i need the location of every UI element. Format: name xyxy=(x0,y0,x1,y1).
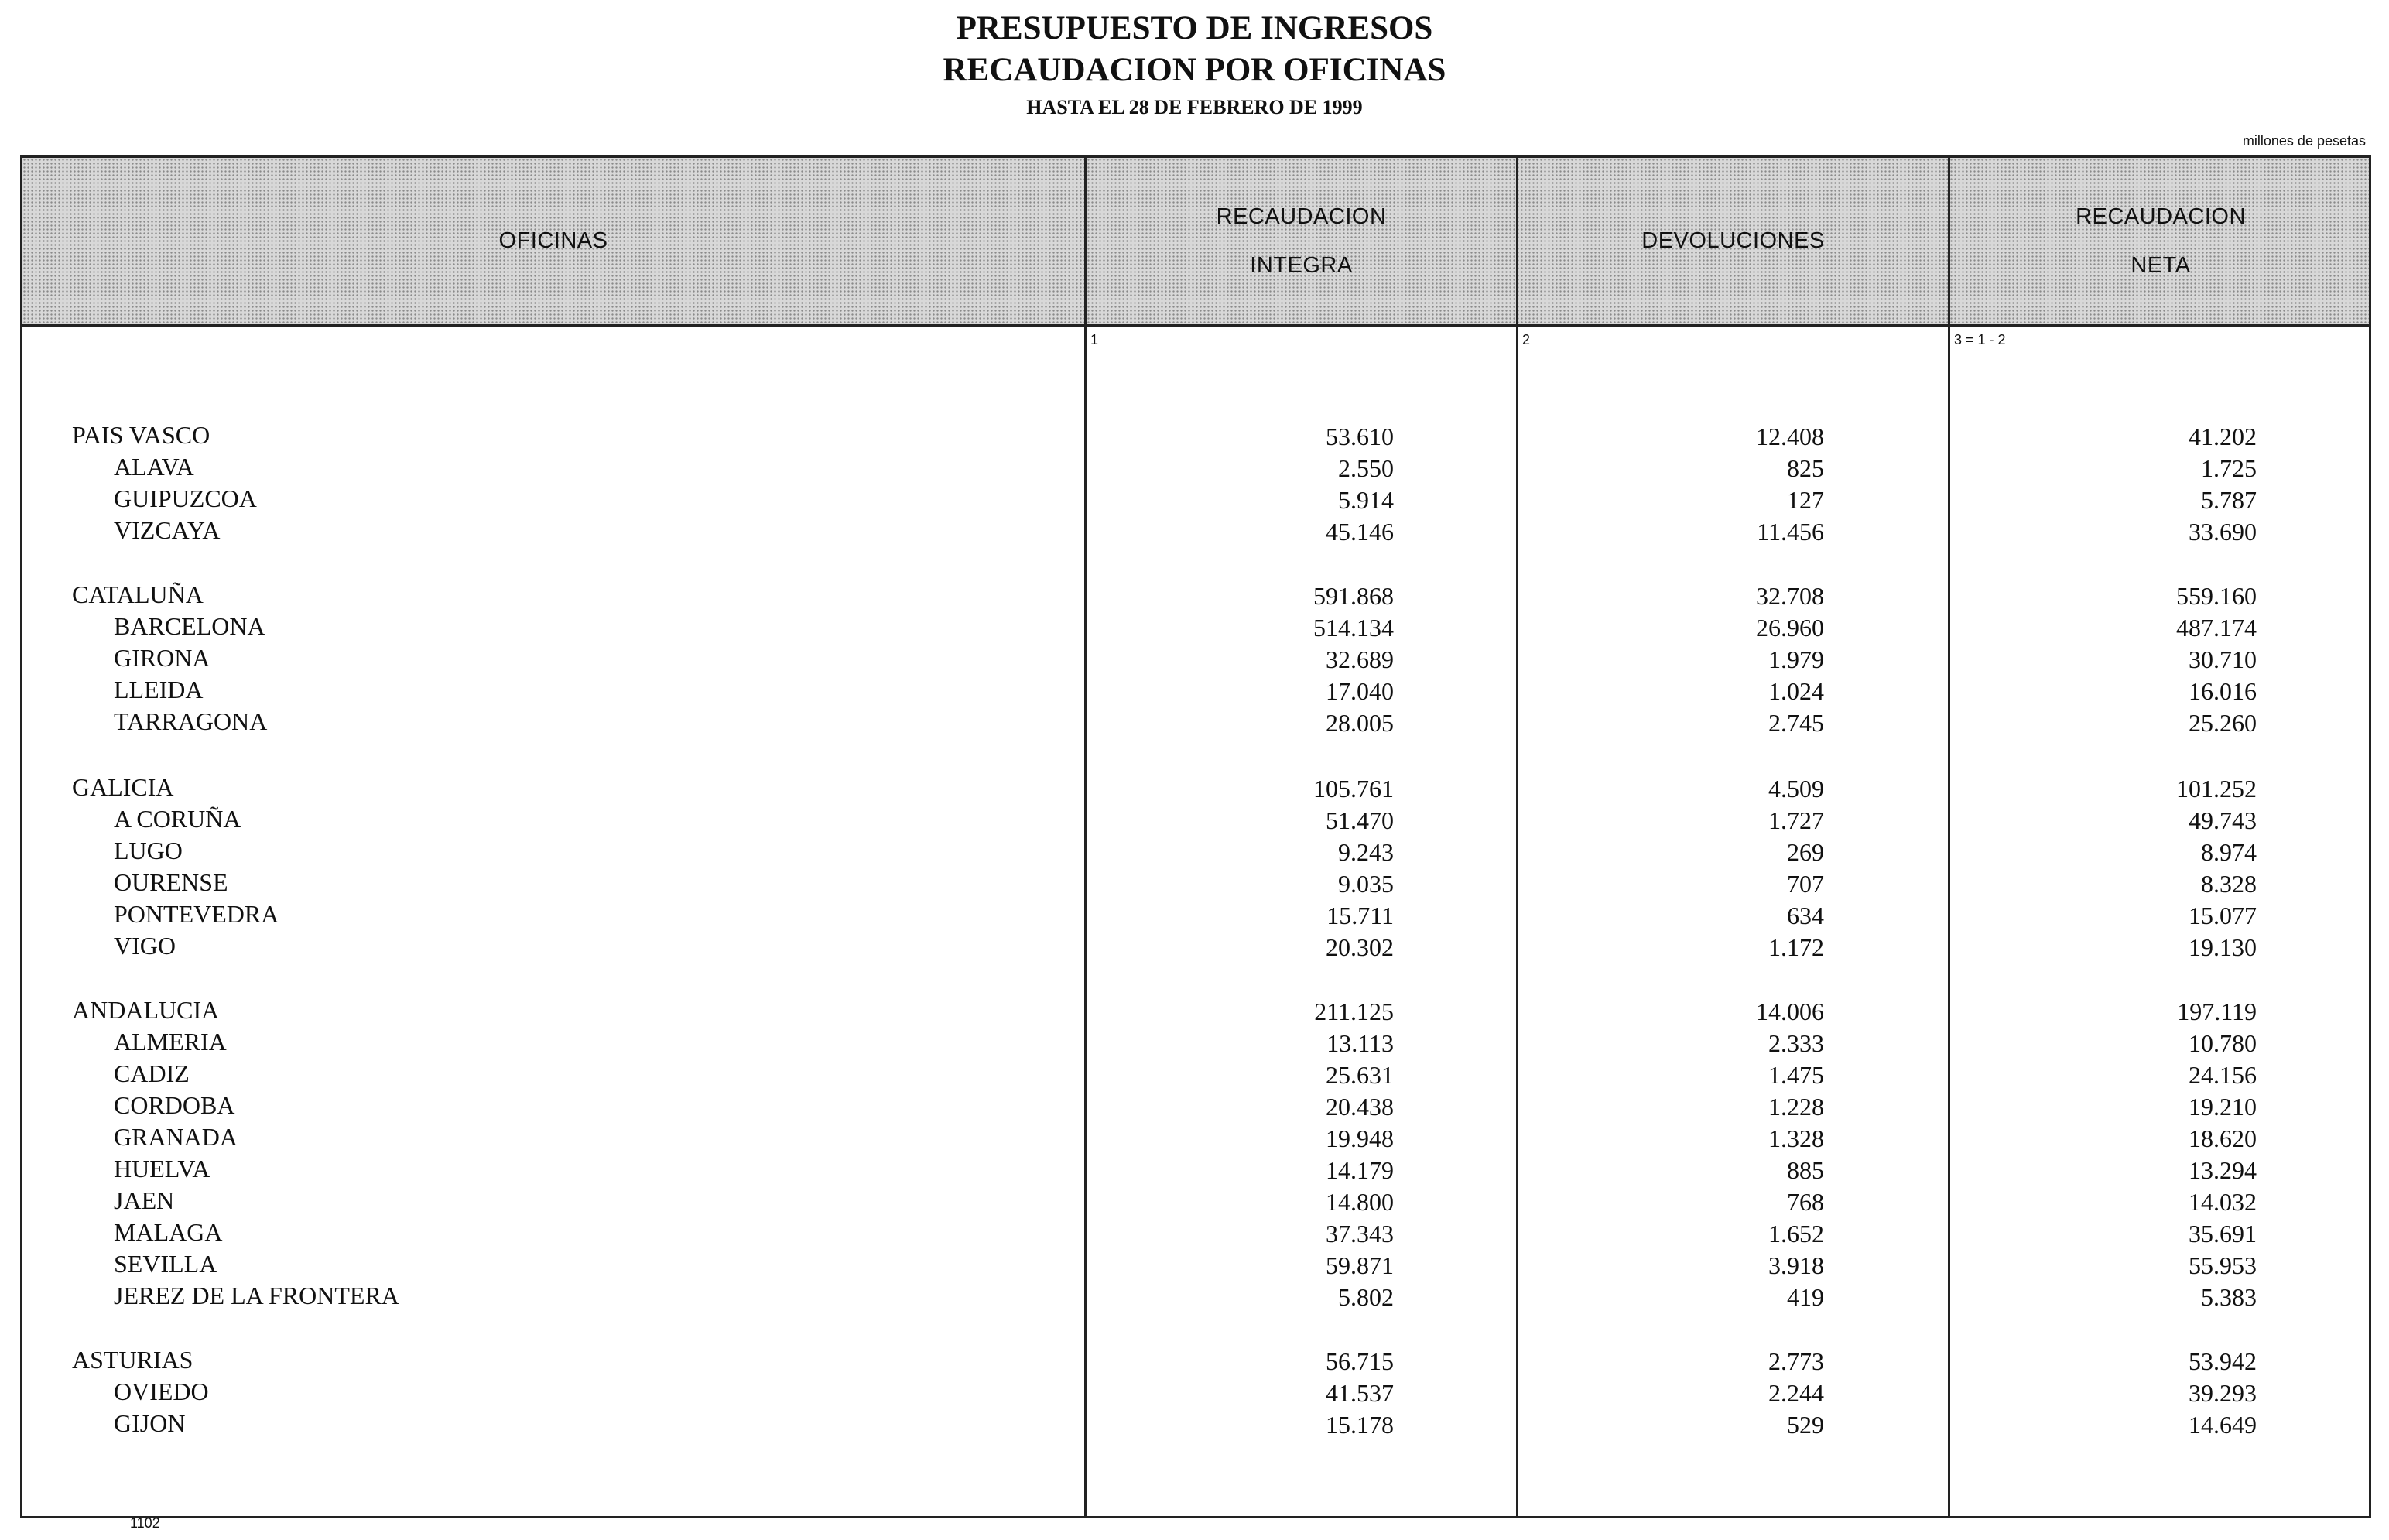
devoluciones-value: 32.708 xyxy=(1756,582,1824,610)
recaudacion-integra-value: 53.610 xyxy=(1326,423,1394,450)
devoluciones-value: 1.228 xyxy=(1768,1093,1824,1121)
table-row xyxy=(22,612,2369,643)
devoluciones-value: 885 xyxy=(1787,1156,1824,1184)
document-subtitle: RECAUDACION POR OFICINAS xyxy=(943,52,1446,88)
table-row xyxy=(22,644,2369,675)
column-number-3: 3 = 1 - 2 xyxy=(1954,332,2006,347)
header-oficinas-label: OFICINAS xyxy=(498,228,608,253)
office-name: PONTEVEDRA xyxy=(114,900,279,928)
header-integra-line1: RECAUDACION xyxy=(1216,204,1387,229)
table-row xyxy=(22,1250,2369,1281)
recaudacion-neta-value: 13.294 xyxy=(2189,1156,2257,1184)
devoluciones-value: 3.918 xyxy=(1768,1251,1824,1279)
table-row xyxy=(22,1377,2369,1408)
recaudacion-integra-value: 2.550 xyxy=(1338,454,1394,482)
recaudacion-neta-value: 24.156 xyxy=(2189,1061,2257,1089)
devoluciones-value: 707 xyxy=(1787,870,1824,898)
document-date-range: HASTA EL 28 DE FEBRERO DE 1999 xyxy=(1026,96,1363,118)
recaudacion-neta-value: 55.953 xyxy=(2189,1251,2257,1279)
recaudacion-neta-value: 5.787 xyxy=(2201,486,2257,514)
table-row xyxy=(22,1059,2369,1090)
devoluciones-value: 419 xyxy=(1787,1283,1824,1311)
recaudacion-integra-value: 13.113 xyxy=(1326,1029,1394,1057)
recaudacion-integra-value: 591.868 xyxy=(1313,582,1394,610)
header-oficinas xyxy=(22,158,1084,324)
table-row xyxy=(22,676,2369,707)
office-name: VIGO xyxy=(114,932,176,960)
revenue-table xyxy=(20,155,2371,1518)
recaudacion-integra-value: 211.125 xyxy=(1314,998,1394,1025)
table-row xyxy=(22,1186,2369,1217)
recaudacion-neta-value: 30.710 xyxy=(2189,645,2257,673)
header-neta-line2: NETA xyxy=(2131,252,2191,278)
table-row xyxy=(22,805,2369,836)
office-name: TARRAGONA xyxy=(114,707,268,735)
office-name: JEREZ DE LA FRONTERA xyxy=(114,1282,399,1309)
recaudacion-integra-value: 105.761 xyxy=(1313,775,1394,803)
recaudacion-integra-value: 56.715 xyxy=(1326,1347,1394,1375)
table-row xyxy=(22,1409,2369,1440)
page-number: 1102 xyxy=(130,1515,160,1531)
recaudacion-integra-value: 15.711 xyxy=(1326,902,1394,929)
recaudacion-neta-value: 10.780 xyxy=(2189,1029,2257,1057)
devoluciones-value: 2.745 xyxy=(1768,709,1824,737)
devoluciones-value: 269 xyxy=(1787,838,1824,866)
office-name: HUELVA xyxy=(114,1155,210,1182)
recaudacion-neta-value: 41.202 xyxy=(2189,423,2257,450)
table-row-region xyxy=(22,1346,2369,1377)
devoluciones-value: 529 xyxy=(1787,1411,1824,1439)
recaudacion-neta-value: 25.260 xyxy=(2189,709,2257,737)
recaudacion-integra-value: 17.040 xyxy=(1326,677,1394,705)
recaudacion-neta-value: 39.293 xyxy=(2189,1379,2257,1407)
table-row-region xyxy=(22,996,2369,1027)
column-number-1: 1 xyxy=(1090,332,1099,347)
devoluciones-value: 11.456 xyxy=(1757,518,1824,546)
table-row xyxy=(22,1282,2369,1312)
recaudacion-integra-value: 59.871 xyxy=(1326,1251,1394,1279)
recaudacion-neta-value: 14.032 xyxy=(2189,1188,2257,1216)
recaudacion-integra-value: 9.243 xyxy=(1338,838,1394,866)
recaudacion-integra-value: 20.438 xyxy=(1326,1093,1394,1121)
header-neta-line1: RECAUDACION xyxy=(2076,204,2246,229)
recaudacion-integra-value: 20.302 xyxy=(1326,933,1394,961)
recaudacion-neta-value: 101.252 xyxy=(2176,775,2257,803)
recaudacion-integra-value: 9.035 xyxy=(1338,870,1394,898)
recaudacion-neta-value: 16.016 xyxy=(2189,677,2257,705)
table-row xyxy=(22,453,2369,484)
region-name: ANDALUCIA xyxy=(72,996,220,1024)
office-name: LLEIDA xyxy=(114,676,204,703)
office-name: A CORUÑA xyxy=(114,805,241,833)
units-note: millones de pesetas xyxy=(2242,133,2366,149)
recaudacion-integra-value: 25.631 xyxy=(1326,1061,1394,1089)
office-name: OVIEDO xyxy=(114,1377,209,1405)
table-row xyxy=(22,707,2369,738)
devoluciones-value: 1.328 xyxy=(1768,1124,1824,1152)
document-title: PRESUPUESTO DE INGRESOS xyxy=(956,10,1433,46)
header-integra-line2: INTEGRA xyxy=(1250,252,1353,278)
table-row xyxy=(22,932,2369,963)
table-row xyxy=(22,1155,2369,1186)
table-row xyxy=(22,1028,2369,1059)
office-name: JAEN xyxy=(114,1186,175,1214)
devoluciones-value: 26.960 xyxy=(1756,614,1824,642)
header-devoluciones xyxy=(1518,158,1948,324)
devoluciones-value: 14.006 xyxy=(1756,998,1824,1025)
devoluciones-value: 2.333 xyxy=(1768,1029,1824,1057)
office-name: OURENSE xyxy=(114,868,228,896)
devoluciones-value: 1.727 xyxy=(1768,806,1824,834)
recaudacion-neta-value: 19.210 xyxy=(2189,1093,2257,1121)
recaudacion-integra-value: 5.802 xyxy=(1338,1283,1394,1311)
office-name: LUGO xyxy=(114,837,183,864)
recaudacion-integra-value: 41.537 xyxy=(1326,1379,1394,1407)
recaudacion-integra-value: 32.689 xyxy=(1326,645,1394,673)
office-name: GUIPUZCOA xyxy=(114,484,257,512)
recaudacion-neta-value: 33.690 xyxy=(2189,518,2257,546)
recaudacion-integra-value: 15.178 xyxy=(1326,1411,1394,1439)
recaudacion-integra-value: 28.005 xyxy=(1326,709,1394,737)
table-row-region xyxy=(22,773,2369,804)
recaudacion-neta-value: 1.725 xyxy=(2201,454,2257,482)
table-row xyxy=(22,900,2369,931)
table-row-region xyxy=(22,580,2369,611)
recaudacion-neta-value: 197.119 xyxy=(2177,998,2257,1025)
table-row xyxy=(22,1218,2369,1249)
devoluciones-value: 634 xyxy=(1787,902,1824,929)
office-name: CADIZ xyxy=(114,1059,190,1087)
devoluciones-value: 2.244 xyxy=(1768,1379,1824,1407)
office-name: ALMERIA xyxy=(114,1028,227,1056)
recaudacion-neta-value: 5.383 xyxy=(2201,1283,2257,1311)
table-row-region xyxy=(22,421,2369,452)
office-name: SEVILLA xyxy=(114,1250,217,1278)
office-name: CORDOBA xyxy=(114,1091,235,1119)
devoluciones-value: 1.652 xyxy=(1768,1220,1824,1247)
recaudacion-integra-value: 14.179 xyxy=(1326,1156,1394,1184)
devoluciones-value: 12.408 xyxy=(1756,423,1824,450)
devoluciones-value: 768 xyxy=(1787,1188,1824,1216)
office-name: MALAGA xyxy=(114,1218,223,1246)
recaudacion-neta-value: 35.691 xyxy=(2189,1220,2257,1247)
recaudacion-integra-value: 45.146 xyxy=(1326,518,1394,546)
office-name: VIZCAYA xyxy=(114,516,221,544)
recaudacion-neta-value: 53.942 xyxy=(2189,1347,2257,1375)
office-name: GIRONA xyxy=(114,644,210,672)
devoluciones-value: 1.475 xyxy=(1768,1061,1824,1089)
recaudacion-neta-value: 8.328 xyxy=(2201,870,2257,898)
office-name: GIJON xyxy=(114,1409,186,1437)
recaudacion-integra-value: 14.800 xyxy=(1326,1188,1394,1216)
recaudacion-integra-value: 514.134 xyxy=(1313,614,1394,642)
recaudacion-integra-value: 51.470 xyxy=(1326,806,1394,834)
recaudacion-neta-value: 18.620 xyxy=(2189,1124,2257,1152)
region-name: GALICIA xyxy=(72,773,174,801)
header-devoluciones-label: DEVOLUCIONES xyxy=(1641,228,1825,253)
devoluciones-value: 1.979 xyxy=(1768,645,1824,673)
devoluciones-value: 127 xyxy=(1787,486,1824,514)
recaudacion-integra-value: 37.343 xyxy=(1326,1220,1394,1247)
office-name: BARCELONA xyxy=(114,612,265,640)
header-recaudacion-integra xyxy=(1087,158,1516,324)
devoluciones-value: 1.172 xyxy=(1768,933,1824,961)
devoluciones-value: 4.509 xyxy=(1768,775,1824,803)
table-row xyxy=(22,837,2369,868)
recaudacion-integra-value: 19.948 xyxy=(1326,1124,1394,1152)
office-name: GRANADA xyxy=(114,1123,238,1151)
column-number-2: 2 xyxy=(1522,332,1531,347)
table-row xyxy=(22,1123,2369,1154)
table-row xyxy=(22,516,2369,547)
region-name: ASTURIAS xyxy=(72,1346,193,1374)
recaudacion-neta-value: 19.130 xyxy=(2189,933,2257,961)
recaudacion-neta-value: 15.077 xyxy=(2189,902,2257,929)
office-name: ALAVA xyxy=(114,453,194,481)
region-name: PAIS VASCO xyxy=(72,421,210,449)
table-row xyxy=(22,484,2369,515)
recaudacion-neta-value: 14.649 xyxy=(2189,1411,2257,1439)
recaudacion-integra-value: 5.914 xyxy=(1338,486,1394,514)
devoluciones-value: 2.773 xyxy=(1768,1347,1824,1375)
devoluciones-value: 825 xyxy=(1787,454,1824,482)
recaudacion-neta-value: 487.174 xyxy=(2176,614,2257,642)
table-row xyxy=(22,1091,2369,1122)
devoluciones-value: 1.024 xyxy=(1768,677,1824,705)
recaudacion-neta-value: 8.974 xyxy=(2201,838,2257,866)
header-recaudacion-neta xyxy=(1950,158,2371,324)
recaudacion-neta-value: 49.743 xyxy=(2189,806,2257,834)
table-row xyxy=(22,868,2369,899)
recaudacion-neta-value: 559.160 xyxy=(2176,582,2257,610)
region-name: CATALUÑA xyxy=(72,580,204,608)
